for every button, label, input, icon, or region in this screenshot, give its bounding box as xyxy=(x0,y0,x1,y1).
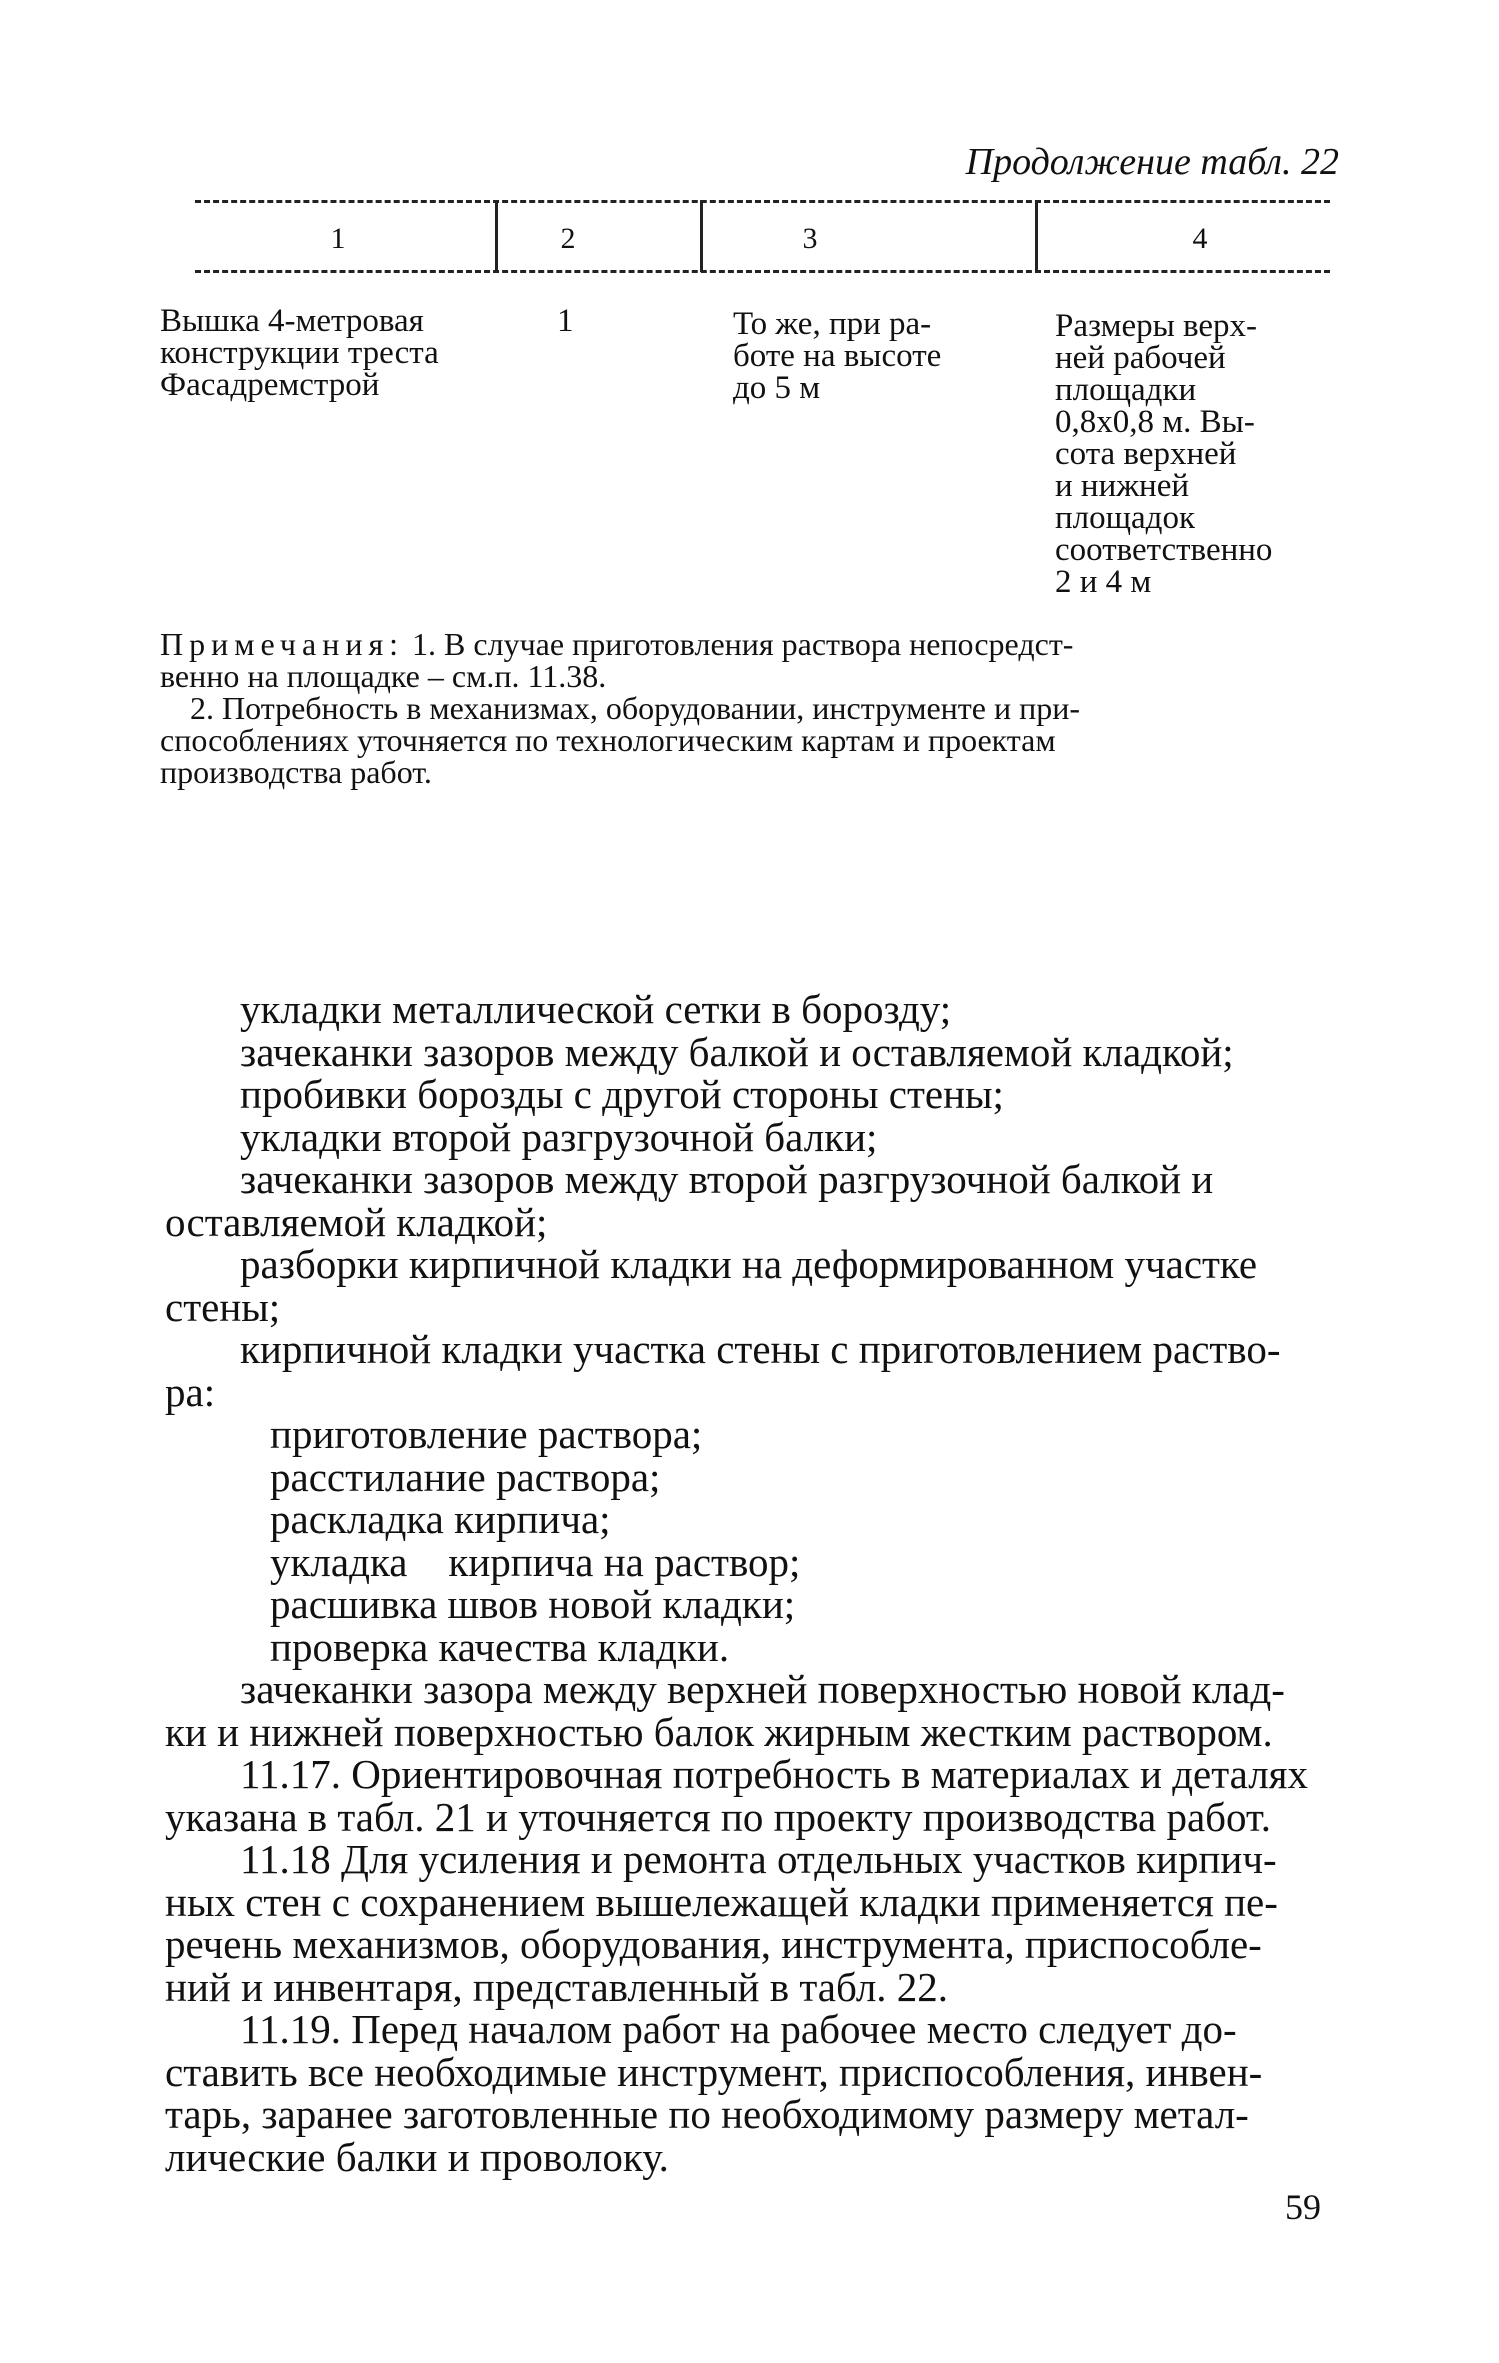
note-2-continued: способлениях уточняется по технологическим картам и проектам xyxy=(160,722,1056,758)
paragraph-11-19-continued: тарь, заранее заготовленные по необходимому размеру метал- xyxy=(165,2091,1249,2137)
list-item: кирпичной кладки участка стены с приготовлением раство- xyxy=(240,1326,1281,1372)
paragraph-11-17: 11.17. Ориентировочная потребность в материалах и деталях xyxy=(240,1751,1309,1797)
cell-quantity: 1 xyxy=(557,303,574,339)
paragraph-11-18-continued: речень механизмов, оборудования, инструмента, приспособле- xyxy=(165,1921,1262,1967)
column-header-4: 4 xyxy=(1192,222,1208,255)
sub-list-item: проверка качества кладки. xyxy=(270,1623,730,1670)
note-2-end: производства работ. xyxy=(160,754,432,790)
cell-name: Вышка 4-метровая конструкции треста Фасадремстрой xyxy=(160,303,439,403)
list-item: пробивки борозды с другой стороны стены; xyxy=(240,1071,1004,1117)
notes-label: Примечания: xyxy=(160,626,405,662)
cell-specification: Размеры верх- ней рабочей площадки 0,8х0,8 м. Вы- сота верхней и нижней площадок соответственно 2 и 4 м xyxy=(1055,308,1273,600)
cell-purpose: То же, при ра- боте на высоте до 5 м xyxy=(733,306,942,406)
column-divider xyxy=(700,200,703,272)
list-item: укладки второй разгрузочной балки; xyxy=(240,1113,878,1160)
column-header-1: 1 xyxy=(330,222,346,255)
list-item: зачеканки зазоров между балкой и оставляемой кладкой; xyxy=(240,1028,1234,1075)
list-item-continued: ки и нижней поверхностью балок жирным жестким раствором. xyxy=(165,1708,1273,1755)
paragraph-11-18-continued: ний и инвентаря, представленный в табл. 22. xyxy=(165,1963,949,2010)
paragraph-11-19-continued: ставить все необходимые инструмент, приспособления, инвен- xyxy=(165,2048,1263,2095)
column-divider xyxy=(1035,200,1038,272)
list-item-continued: оставляемой кладкой; xyxy=(165,1198,548,1245)
header-bottom-rule xyxy=(195,270,1330,273)
table-notes xyxy=(160,628,1250,788)
column-header-2: 2 xyxy=(560,222,576,255)
list-item: укладки металлической сетки в борозду; xyxy=(240,986,952,1032)
note-2: 2. Потребность в механизмах, оборудовании, инструменте и при- xyxy=(190,690,1081,726)
sub-list-item: расстилание раствора; xyxy=(270,1453,661,1500)
paragraph-11-18-continued: ных стен с сохранением вышележащей кладки применяется пе- xyxy=(165,1878,1278,1925)
list-item-continued: стены; xyxy=(165,1283,281,1330)
list-item: зачеканки зазоров между второй разгрузочной балкой и xyxy=(240,1156,1214,1202)
table-caption: Продолжение табл. 22 xyxy=(965,141,1339,183)
paragraph-11-19-continued: лические балки и проволоку. xyxy=(165,2133,669,2180)
paragraph-11-18: 11.18 Для усиления и ремонта отдельных участков кирпич- xyxy=(240,1836,1277,1882)
sub-list-item: укладка кирпича на раствор; xyxy=(270,1538,801,1585)
note-1-continued: венно на площадке – см.п. 11.38. xyxy=(160,658,607,694)
paragraph-11-19: 11.19. Перед началом работ на рабочее место следует до- xyxy=(240,2006,1237,2052)
paragraph-11-17-continued: указана в табл. 21 и уточняется по проекту производства работ. xyxy=(165,1793,1272,1840)
header-top-rule xyxy=(195,200,1330,203)
body-text xyxy=(165,988,1335,2178)
column-header-3: 3 xyxy=(802,222,818,255)
sub-list-item: раскладка кирпича; xyxy=(270,1496,611,1542)
sub-list-item: расшивка швов новой кладки; xyxy=(270,1581,796,1627)
sub-list-item: приготовление раствора; xyxy=(270,1411,703,1457)
note-1: Примечания: 1. В случае приготовления раствора непосредст- xyxy=(160,626,1074,662)
list-item: зачеканки зазора между верхней поверхностью новой клад- xyxy=(240,1666,1285,1712)
column-divider xyxy=(495,200,498,272)
list-item-continued: ра: xyxy=(165,1368,216,1415)
page-number: 59 xyxy=(1285,2187,1321,2227)
list-item: разборки кирпичной кладки на деформированном участке xyxy=(240,1241,1258,1287)
